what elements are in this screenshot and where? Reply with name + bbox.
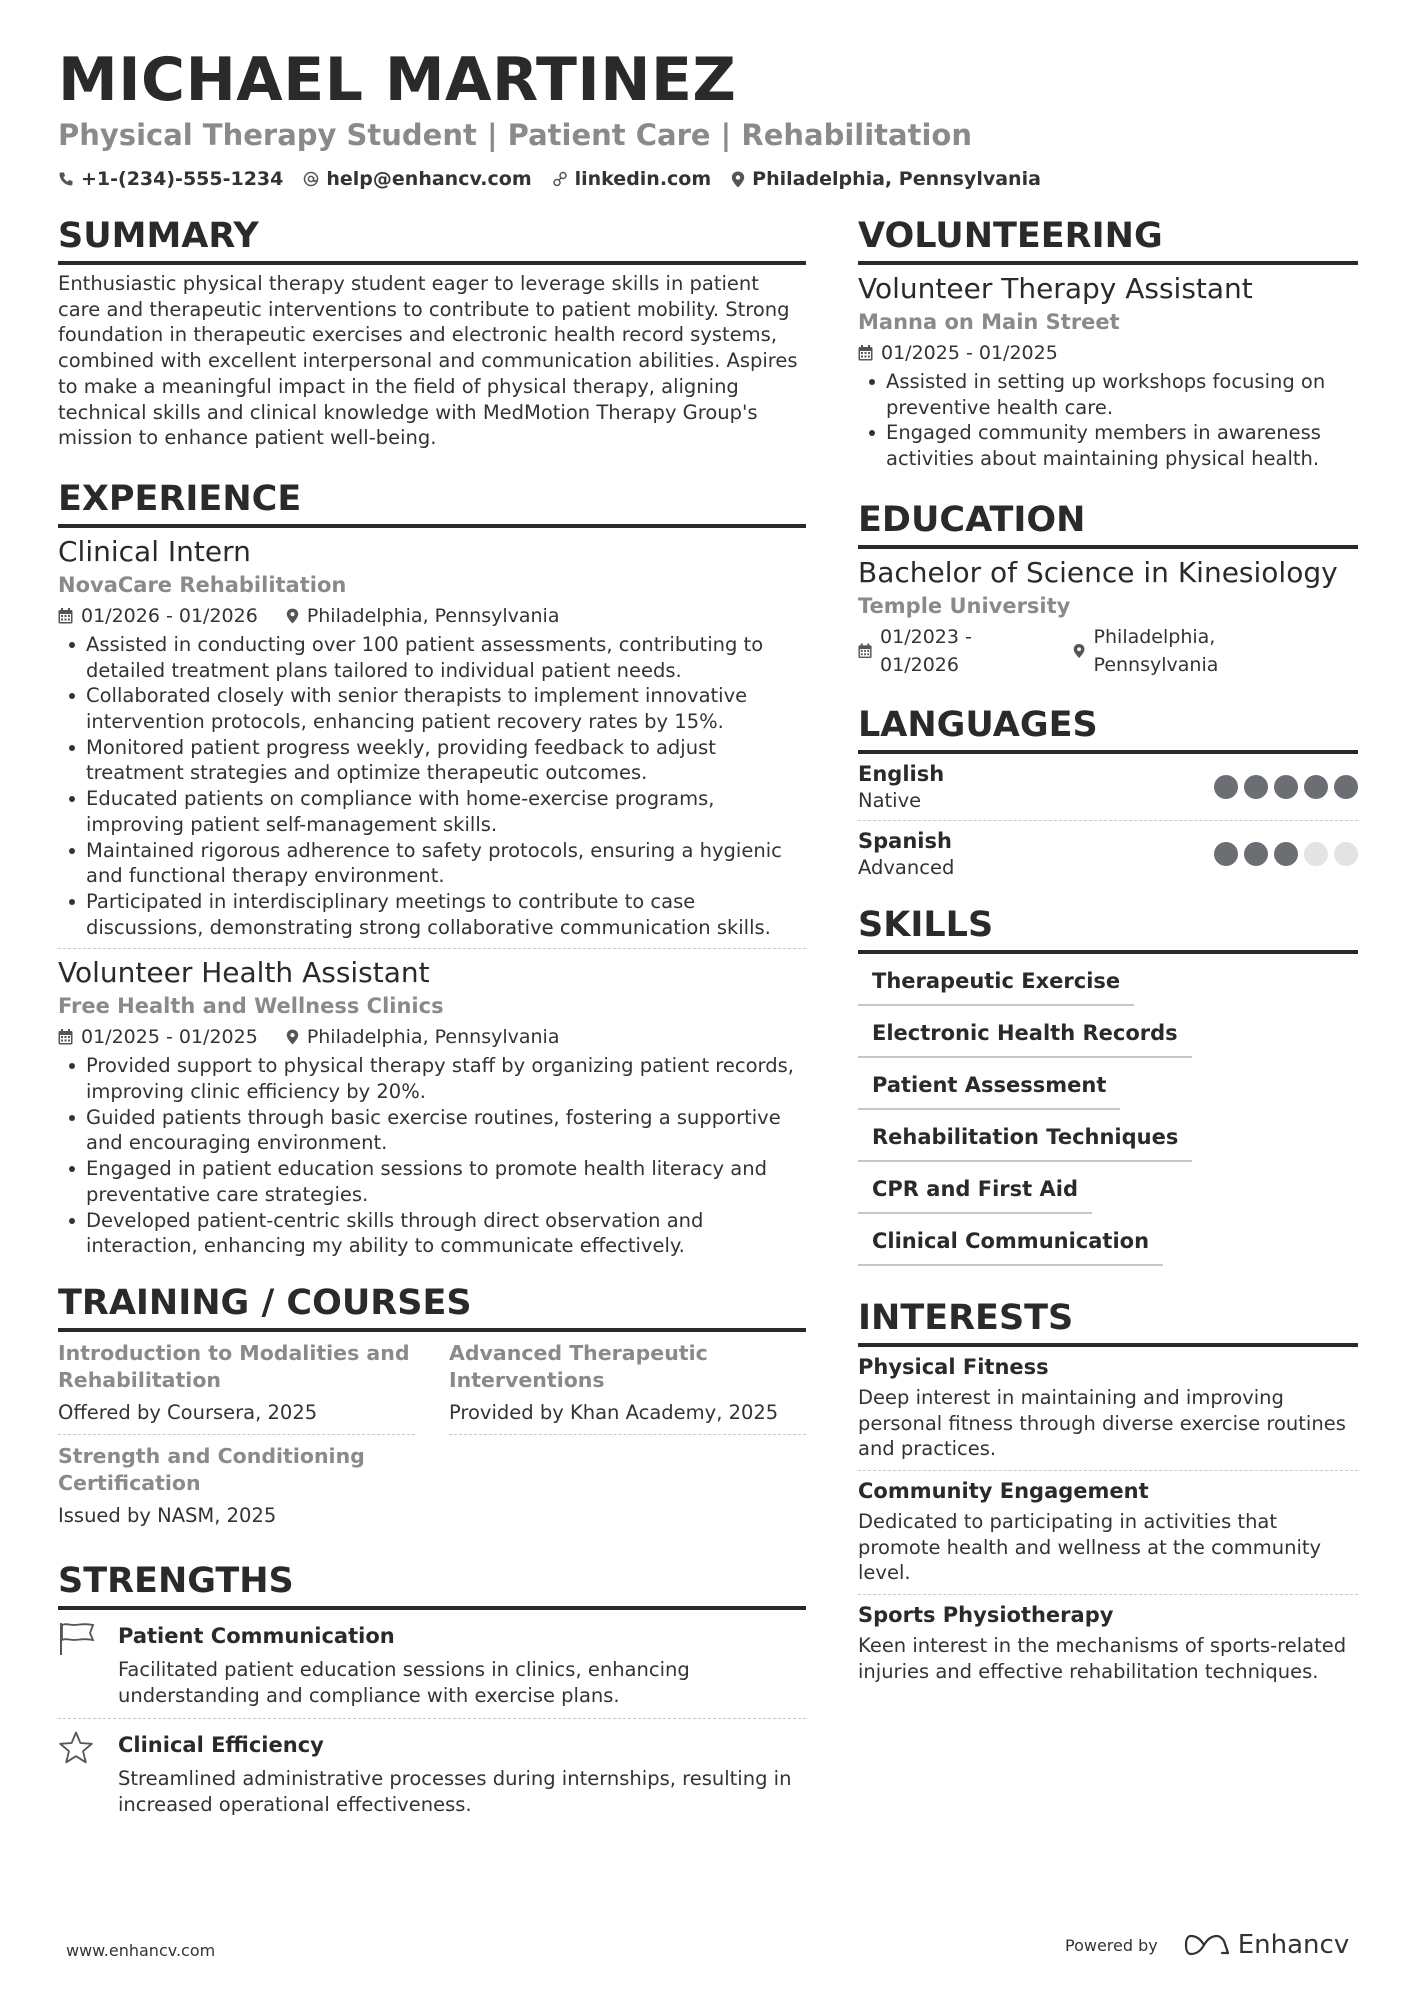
education-location — [1073, 623, 1330, 679]
brand-name: Enhancv — [1237, 1930, 1350, 1960]
volunteer-meta — [858, 339, 1358, 367]
course-title: Introduction to Modalities and Rehabilitation — [58, 1340, 410, 1392]
interests-heading: INTERESTS — [858, 1296, 1358, 1347]
volunteering-heading: VOLUNTEERING — [858, 214, 1358, 265]
interest-desc: Dedicated to participating in activities that promote health and wellness at the community level. — [858, 1509, 1322, 1585]
volunteer-dates-text: 01/2025 - 01/2025 — [881, 342, 1058, 364]
strength-body — [118, 1622, 806, 1708]
job-location — [286, 1023, 560, 1051]
language-name: Spanish — [858, 828, 952, 853]
footer-branding — [1065, 1930, 1349, 1960]
language-level: Advanced — [858, 855, 955, 879]
course-item — [58, 1443, 415, 1537]
education-heading: EDUCATION — [858, 498, 1358, 549]
course-title: Strength and Conditioning Certification — [58, 1443, 365, 1495]
education-dates — [858, 623, 1045, 679]
training-heading: TRAINING / COURSES — [58, 1281, 806, 1332]
interest-desc: Keen interest in the mechanisms of sports-related injuries and effective rehabilitation techniques. — [858, 1634, 1347, 1683]
company-name: NovaCare Rehabilitation — [58, 572, 347, 597]
interest-item — [858, 1347, 1358, 1471]
interests-section — [858, 1296, 1358, 1693]
calendar-icon — [58, 608, 73, 624]
education-meta — [858, 623, 1358, 679]
skill-tag: Rehabilitation Techniques — [858, 1122, 1192, 1162]
bullet-item: Assisted in conducting over 100 patient assessments, contributing to detailed treatment plans tailored to individual patient needs. — [58, 632, 806, 683]
bullet-item: Maintained rigorous adherence to safety protocols, ensuring a hygienic and functional therapy environment. — [58, 838, 806, 889]
rating-dot-filled — [1274, 842, 1298, 866]
left-column — [58, 214, 806, 1828]
degree: Bachelor of Science in Kinesiology — [858, 555, 1338, 589]
powered-by-label: Powered by — [1065, 1935, 1158, 1955]
language-rating — [1208, 842, 1358, 866]
language-item — [858, 821, 1358, 887]
rating-dot-filled — [1214, 842, 1238, 866]
skills-heading: SKILLS — [858, 903, 1358, 954]
experience-entry — [58, 955, 806, 1259]
job-location-text: Philadelphia, Pennsylvania — [306, 604, 560, 627]
strength-body — [118, 1731, 806, 1817]
email-text: help@enhancv.com — [326, 168, 532, 190]
brand-logo[interactable] — [1184, 1930, 1349, 1960]
link-icon — [552, 171, 568, 187]
skill-tag: Clinical Communication — [858, 1226, 1163, 1266]
strength-desc: Streamlined administrative processes during internships, resulting in increased operational effectiveness. — [118, 1767, 792, 1817]
language-info — [858, 760, 944, 814]
contact-location — [731, 168, 1041, 190]
volunteer-role: Volunteer Therapy Assistant — [858, 272, 1253, 305]
education-dates-text: 01/2023 - 01/2026 — [880, 625, 972, 676]
bullet-item: Monitored patient progress weekly, providing feedback to adjust treatment strategies and optimize therapeutic outcomes. — [58, 735, 806, 786]
job-title: Clinical Intern — [58, 534, 251, 568]
course-item — [58, 1340, 415, 1435]
contact-linkedin[interactable] — [552, 168, 712, 190]
training-section — [58, 1281, 806, 1545]
volunteering-entry — [858, 271, 1358, 472]
phone-text: +1-(234)-555-1234 — [81, 168, 284, 190]
interest-title: Community Engagement — [858, 1478, 1149, 1503]
job-meta — [58, 1023, 806, 1051]
strength-title: Clinical Efficiency — [118, 1733, 324, 1758]
location-pin-icon — [286, 1029, 299, 1045]
bullet-item: Guided patients through basic exercise routines, fostering a supportive and encouraging environment. — [58, 1105, 806, 1156]
job-location-text: Philadelphia, Pennsylvania — [306, 1026, 560, 1049]
bullet-item: Assisted in setting up workshops focusing on preventive health care. — [858, 369, 1358, 420]
skill-tag: Therapeutic Exercise — [858, 966, 1134, 1006]
interest-item — [858, 1471, 1358, 1595]
course-item — [449, 1340, 806, 1435]
experience-heading: EXPERIENCE — [58, 477, 806, 528]
strengths-section — [58, 1559, 806, 1828]
company-name: Free Health and Wellness Clinics — [58, 994, 444, 1019]
rating-dot-filled — [1244, 775, 1268, 799]
volunteer-dates — [858, 339, 1058, 367]
interest-item — [858, 1595, 1358, 1692]
bullet-item: Educated patients on compliance with home-exercise programs, improving patient self-management skills. — [58, 786, 806, 837]
strength-item — [58, 1610, 806, 1719]
volunteer-bullets — [858, 369, 1358, 472]
job-location — [286, 602, 560, 630]
course-provider: Issued by NASM, 2025 — [58, 1503, 277, 1527]
education-entry — [858, 555, 1358, 679]
skill-list — [858, 954, 1358, 1266]
rating-dot-empty — [1304, 842, 1328, 866]
rating-dot-filled — [1334, 775, 1358, 799]
rating-dot-filled — [1244, 842, 1268, 866]
job-dates — [58, 1023, 258, 1051]
summary-heading: SUMMARY — [58, 214, 806, 265]
bullet-item: Engaged in patient education sessions to promote health literacy and preventative care strategies. — [58, 1156, 806, 1207]
skill-tag: Patient Assessment — [858, 1070, 1120, 1110]
job-dates — [58, 602, 258, 630]
strength-icon-wrap — [58, 1622, 118, 1708]
rating-dot-filled — [1274, 775, 1298, 799]
experience-section — [58, 477, 806, 1259]
language-info — [858, 827, 954, 881]
flag-icon — [58, 1622, 96, 1656]
strength-title: Patient Communication — [118, 1623, 395, 1648]
volunteer-org: Manna on Main Street — [858, 310, 1120, 334]
language-rating — [1208, 775, 1358, 799]
strengths-heading: STRENGTHS — [58, 1559, 806, 1610]
strength-item — [58, 1719, 806, 1827]
bullet-item: Collaborated closely with senior therapists to implement innovative intervention protocols, enhancing patient recovery rates by 15%. — [58, 683, 806, 734]
languages-section — [858, 703, 1358, 887]
location-pin-icon — [1073, 643, 1085, 659]
location-text: Philadelphia, Pennsylvania — [752, 168, 1041, 190]
linkedin-text: linkedin.com — [574, 168, 712, 190]
calendar-icon — [858, 345, 873, 361]
course-provider: Provided by Khan Academy, 2025 — [449, 1400, 779, 1424]
interest-desc: Deep interest in maintaining and improving personal fitness through diverse exercise routines and practices. — [858, 1385, 1346, 1461]
summary-text: Enthusiastic physical therapy student eager to leverage skills in patient care and therapeutic interventions to contribute to patient mobility. Strong foundation in therapeutic exercises and electronic health record systems, combined with excellent interpersonal and communication abilities. Aspires to make a meaningful impact in the field of physical therapy, aligning technical skills and clinical knowledge with MedMotion Therapy Group's mission to enhance patient well-being. — [58, 272, 798, 450]
star-icon — [58, 1731, 94, 1765]
job-title: Volunteer Health Assistant — [58, 956, 430, 990]
calendar-icon — [58, 1029, 73, 1045]
skills-section — [858, 903, 1358, 1266]
contact-phone — [58, 168, 283, 190]
at-icon — [303, 171, 319, 187]
training-grid — [58, 1340, 806, 1545]
rating-dot-empty — [1334, 842, 1358, 866]
job-dates-text: 01/2025 - 01/2025 — [81, 1026, 258, 1049]
strength-desc: Facilitated patient education sessions in clinics, enhancing understanding and compliance with exercise plans. — [118, 1657, 690, 1707]
location-pin-icon — [731, 171, 745, 188]
job-bullets — [58, 1053, 806, 1259]
school-name: Temple University — [858, 593, 1071, 618]
bullet-item: Developed patient-centric skills through direct observation and interaction, enhancing my ability to communicate effectively. — [58, 1208, 806, 1259]
contact-email[interactable] — [303, 168, 531, 190]
job-meta — [58, 602, 806, 630]
interest-title: Sports Physiotherapy — [858, 1603, 1114, 1628]
location-pin-icon — [286, 608, 299, 624]
experience-entry — [58, 534, 806, 949]
contact-bar — [58, 168, 1061, 190]
right-column — [858, 214, 1358, 1692]
skill-tag: Electronic Health Records — [858, 1018, 1192, 1058]
footer-website[interactable]: www.enhancv.com — [66, 1941, 216, 1960]
language-name: English — [858, 761, 945, 786]
volunteering-section — [858, 214, 1358, 472]
course-title: Advanced Therapeutic Interventions — [449, 1340, 708, 1392]
enhancv-logo-icon — [1184, 1933, 1230, 1957]
candidate-name: MICHAEL MARTINEZ — [58, 45, 737, 115]
language-item — [858, 754, 1358, 821]
rating-dot-filled — [1214, 775, 1238, 799]
phone-icon — [58, 171, 74, 187]
interest-title: Physical Fitness — [858, 1354, 1049, 1379]
skill-tag: CPR and First Aid — [858, 1174, 1092, 1214]
education-section — [858, 498, 1358, 679]
bullet-item: Provided support to physical therapy staff by organizing patient records, improving clinic efficiency by 20%. — [58, 1053, 806, 1104]
bullet-item: Participated in interdisciplinary meetings to contribute to case discussions, demonstrating strong collaborative communication skills. — [58, 889, 806, 940]
bullet-item: Engaged community members in awareness activities about maintaining physical health. — [858, 420, 1358, 471]
strength-icon-wrap — [58, 1731, 118, 1817]
language-level: Native — [858, 788, 922, 812]
course-provider: Offered by Coursera, 2025 — [58, 1400, 318, 1424]
job-dates-text: 01/2026 - 01/2026 — [81, 604, 258, 627]
rating-dot-filled — [1304, 775, 1328, 799]
headline: Physical Therapy Student | Patient Care | Rehabilitation — [58, 118, 972, 152]
education-location-text: Philadelphia, Pennsylvania — [1093, 625, 1219, 676]
calendar-icon — [858, 643, 872, 659]
languages-heading: LANGUAGES — [858, 703, 1358, 754]
job-bullets — [58, 632, 806, 940]
summary-section — [58, 214, 806, 451]
